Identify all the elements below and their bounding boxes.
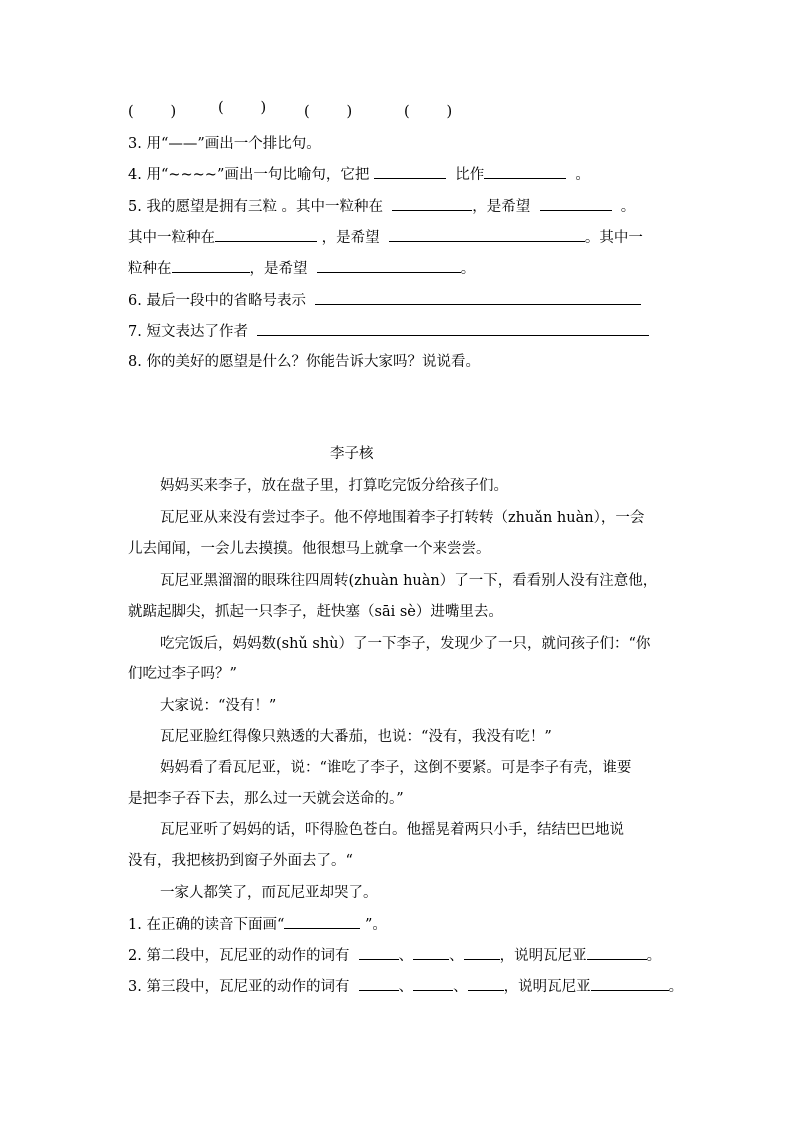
bottom-question-2: 2. 第二段中，瓦尼亚的动作的词有 、 、 ，说明瓦尼亚 。 [128, 945, 661, 966]
blank-line[interactable] [172, 258, 250, 273]
bottom-question-3: 3. 第三段中，瓦尼亚的动作的词有 、 、 ，说明瓦尼亚 。 [128, 976, 683, 997]
story-paragraph-8: 瓦尼亚听了妈妈的话，吓得脸色苍白。他摇晃着两只小手，结结巴巴地说 [160, 822, 624, 838]
blank-line[interactable] [591, 976, 669, 991]
blank-line[interactable] [392, 196, 472, 211]
blank-line[interactable] [464, 945, 500, 960]
question-4: 4. 用“~~~~”画出一句比喻句，它把 比作 。 [128, 164, 590, 185]
question-6: 6. 最后一段中的省略号表示 [128, 290, 641, 311]
answer-paren-1: ( ) [128, 104, 177, 120]
blank-line[interactable] [215, 227, 317, 242]
blank-line[interactable] [315, 290, 641, 305]
question-5-line-2: 其中一粒种在 ，是希望 。其中一 [128, 227, 643, 248]
question-3: 3. 用“——”画出一个排比句。 [128, 136, 321, 152]
blank-line[interactable] [257, 321, 649, 336]
blank-line[interactable] [284, 914, 360, 929]
blank-line[interactable] [413, 976, 453, 991]
story-paragraph-9: 一家人都笑了，而瓦尼亚却哭了。 [160, 885, 378, 901]
question-5-line-3: 粒种在 ，是希望 。 [128, 258, 475, 279]
blank-line[interactable] [359, 945, 399, 960]
story-paragraph-7-cont: 是把李子吞下去，那么过一天就会送命的。” [128, 791, 404, 807]
blank-line[interactable] [587, 945, 647, 960]
blank-line[interactable] [374, 164, 446, 179]
story-paragraph-7: 妈妈看了看瓦尼亚，说：“谁吃了李子，这倒不要紧。可是李子有壳，谁要 [160, 760, 632, 776]
story-paragraph-1: 妈妈买来李子，放在盘子里，打算吃完饭分给孩子们。 [160, 478, 508, 494]
story-paragraph-3: 瓦尼亚黑溜溜的眼珠往四周转(zhuàn huàn）了一下，看看别人没有注意他， [160, 573, 658, 589]
story-paragraph-4: 吃完饭后，妈妈数(shǔ shù）了一下李子，发现少了一只，就问孩子们：“你 [160, 636, 651, 652]
story-paragraph-4-cont: 们吃过李子吗？” [128, 666, 237, 682]
question-8: 8. 你的美好的愿望是什么？你能告诉大家吗？说说看。 [128, 354, 480, 370]
bottom-question-1: 1. 在正确的读音下面画“ ”。 [128, 914, 387, 935]
answer-paren-3: ( ) [304, 104, 353, 120]
blank-line[interactable] [359, 976, 399, 991]
question-7: 7. 短文表达了作者 [128, 321, 649, 342]
story-paragraph-6: 瓦尼亚脸红得像只熟透的大番茄，也说：“没有，我没有吃！” [160, 729, 552, 745]
story-paragraph-5: 大家说：“没有！” [160, 698, 277, 714]
blank-line[interactable] [484, 164, 566, 179]
blank-line[interactable] [468, 976, 504, 991]
story-paragraph-3-cont: 就踮起脚尖，抓起一只李子，赶快塞（sāi sè）进嘴里去。 [128, 604, 503, 620]
question-5-line-1: 5. 我的愿望是拥有三粒 。其中一粒种在 ，是希望 。 [128, 196, 635, 217]
blank-line[interactable] [389, 227, 585, 242]
story-paragraph-2: 瓦尼亚从来没有尝过李子。他不停地围着李子打转转（zhuǎn huàn），一会 [160, 510, 645, 526]
story-title: 李子核 [330, 446, 374, 462]
answer-paren-4: ( ) [404, 104, 453, 120]
blank-line[interactable] [317, 258, 461, 273]
story-paragraph-2-cont: 儿去闻闻，一会儿去摸摸。他很想马上就拿一个来尝尝。 [128, 541, 491, 557]
blank-line[interactable] [540, 196, 612, 211]
blank-line[interactable] [413, 945, 449, 960]
story-paragraph-8-cont: 没有，我把核扔到窗子外面去了。“ [128, 853, 353, 869]
answer-paren-2: ( ) [218, 100, 267, 116]
